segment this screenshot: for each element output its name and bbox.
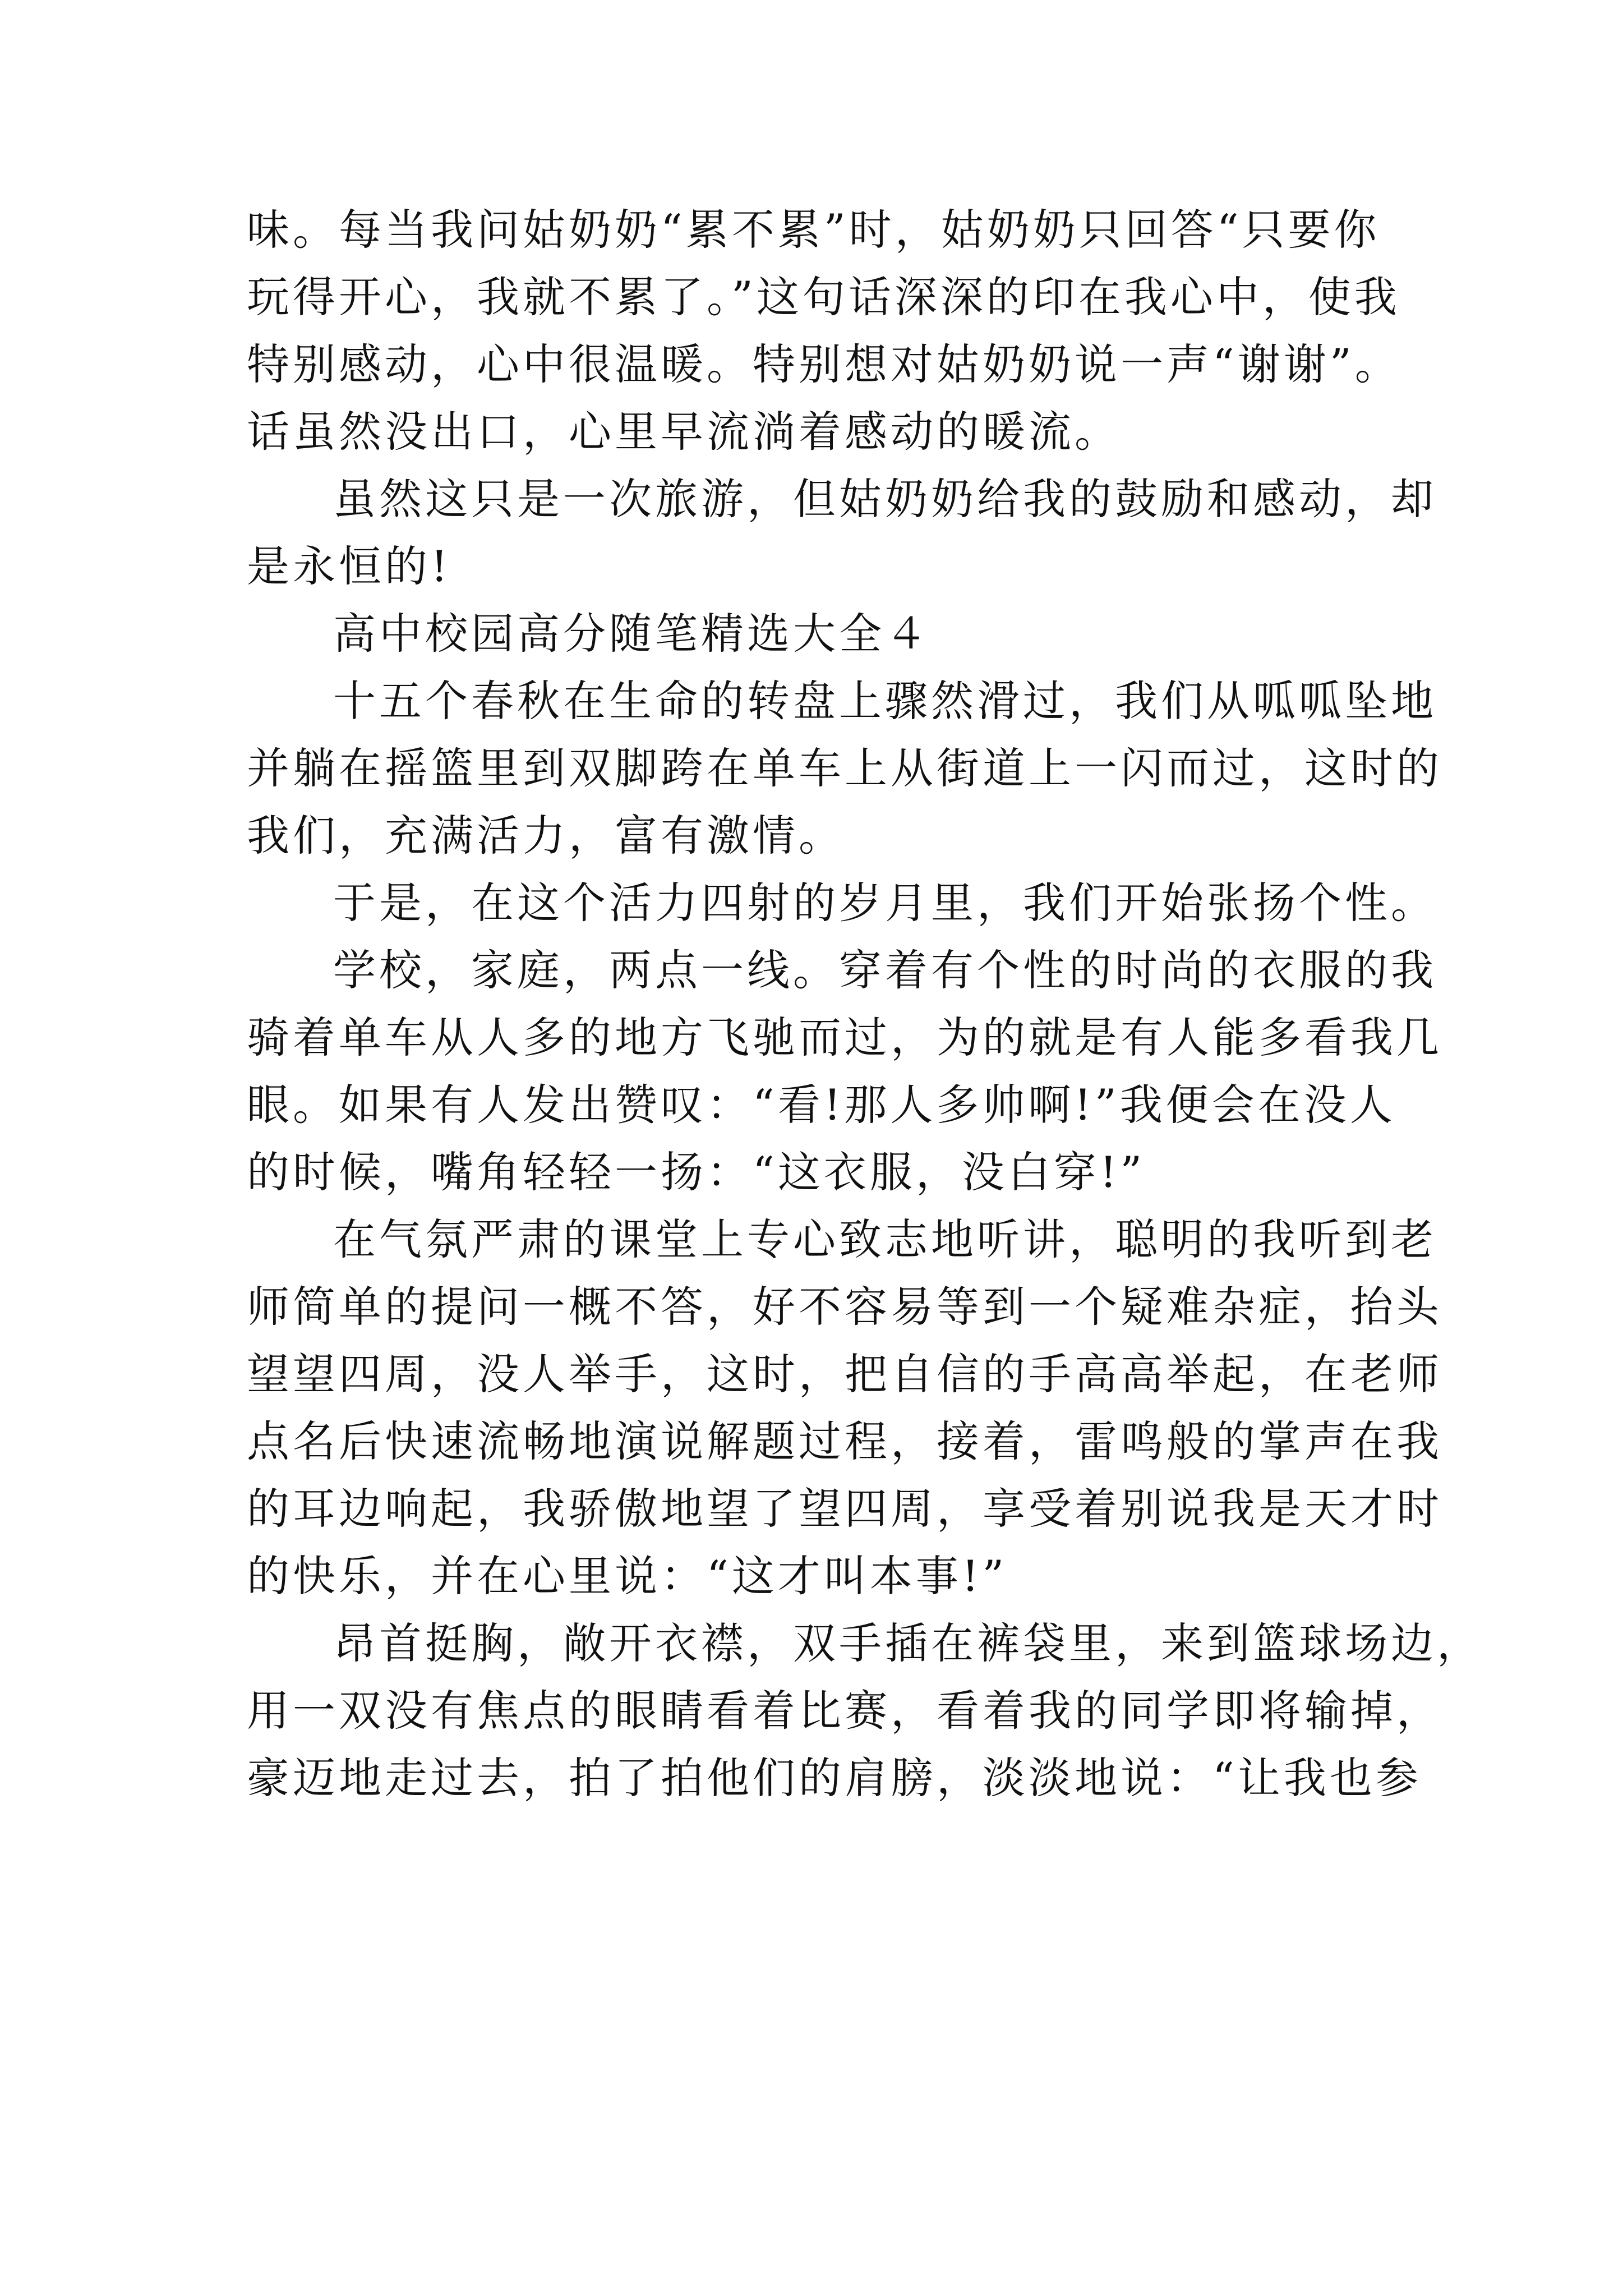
text-line: 眼。如果有人发出赞叹：“看!那人多帅啊!”我便会在没人 [247, 1080, 1396, 1130]
text-line: 特别感动，心中很温暖。特别想对姑奶奶说一声“谢谢”。 [247, 339, 1401, 389]
text-line: 并躺在摇篮里到双脚跨在单车上从街道上一闪而过，这时的 [247, 743, 1442, 793]
text-line: 十五个春秋在生命的转盘上骤然滑过，我们从呱呱坠地 [333, 676, 1437, 726]
text-line: 学校，家庭，两点一线。穿着有个性的时尚的衣服的我 [333, 945, 1437, 995]
text-line: 是永恒的! [247, 541, 451, 591]
text-line: 豪迈地走过去，拍了拍他们的肩膀，淡淡地说：“让我也参 [247, 1753, 1422, 1803]
text-line: 骑着单车从人多的地方飞驰而过，为的就是有人能多看我几 [247, 1013, 1442, 1062]
text-line: 点名后快速流畅地演说解题过程，接着，雷鸣般的掌声在我 [247, 1416, 1442, 1466]
paragraph [247, 668, 1442, 869]
paragraph-continued [247, 196, 1401, 466]
paragraph [247, 1206, 1442, 1610]
paragraph [247, 466, 1437, 600]
text-line: 望望四周，没人举手，这时，把自信的手高高举起，在老师 [247, 1349, 1442, 1399]
text-line: 的耳边响起，我骄傲地望了望四周，享受着别说我是天才时 [247, 1484, 1442, 1534]
section-heading [247, 600, 1391, 668]
text-line: 味。每当我问姑奶奶“累不累”时，姑奶奶只回答“只要你 [247, 205, 1380, 255]
text-line: 在气氛严肃的课堂上专心致志地听讲，聪明的我听到老 [333, 1214, 1437, 1264]
section-title: 高中校园高分随笔精选大全４ [333, 609, 931, 659]
paragraph [247, 869, 1437, 937]
text-line: 于是，在这个活力四射的岁月里，我们开始张扬个性。 [333, 878, 1437, 928]
text-line: 话虽然没出口，心里早流淌着感动的暖流。 [247, 407, 1121, 457]
text-line: 我们，充满活力，富有激情。 [247, 811, 845, 861]
text-line: 虽然这只是一次旅游，但姑奶奶给我的鼓励和感动，却 [333, 474, 1437, 524]
paragraph [247, 1610, 1483, 1812]
text-line: 的快乐，并在心里说：“这才叫本事!” [247, 1551, 1008, 1601]
text-line: 昂首挺胸，敞开衣襟，双手插在裤袋里，来到篮球场边， [333, 1618, 1483, 1668]
text-line: 的时候，嘴角轻轻一扬：“这衣服，没白穿!” [247, 1147, 1146, 1197]
text-line: 玩得开心，我就不累了。”这句话深深的印在我心中，使我 [247, 272, 1400, 322]
text-line: 师简单的提问一概不答，好不容易等到一个疑难杂症，抬头 [247, 1282, 1442, 1332]
document-body [247, 196, 1483, 1812]
paragraph [247, 937, 1442, 1206]
text-line: 用一双没有焦点的眼睛看着比赛，看着我的同学即将输掉， [247, 1686, 1442, 1736]
